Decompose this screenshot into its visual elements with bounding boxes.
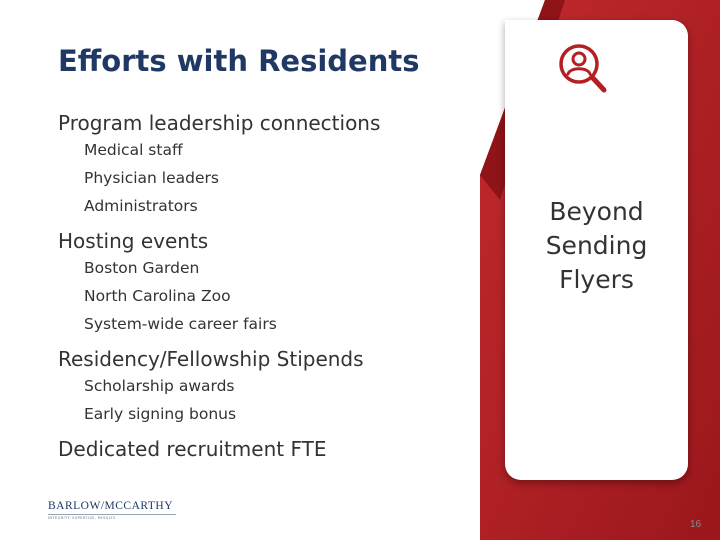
callout-line-2: Sending [545, 231, 648, 260]
sub-bullet-scholarship: Scholarship awards [84, 377, 235, 395]
logo-divider [48, 514, 176, 515]
sub-bullet-boston-garden: Boston Garden [84, 259, 200, 277]
company-logo [48, 500, 176, 520]
sub-bullet-administrators: Administrators [84, 197, 198, 215]
sub-bullet-medical-staff: Medical staff [84, 141, 183, 159]
callout-card [505, 20, 688, 480]
callout-line-3: Flyers [559, 265, 634, 294]
bullet-hosting-events: Hosting events [58, 229, 209, 253]
callout-text [505, 195, 688, 297]
bullet-content [58, 110, 498, 462]
callout-line-1: Beyond [549, 197, 644, 226]
logo-tagline: INTEGRITY. EXPERTISE. RESULTS [48, 516, 116, 520]
bullet-stipends: Residency/Fellowship Stipends [58, 347, 364, 371]
sub-bullet-physician-leaders: Physician leaders [84, 169, 219, 187]
page-number: 16 [690, 519, 702, 530]
sub-bullet-nc-zoo: North Carolina Zoo [84, 287, 231, 305]
bullet-program-leadership: Program leadership connections [58, 111, 381, 135]
sub-bullet-signing-bonus: Early signing bonus [84, 405, 237, 423]
sub-bullet-career-fairs: System-wide career fairs [84, 315, 277, 333]
slide-title: Efforts with Residents [58, 44, 420, 78]
logo-wordmark: BARLOW/MCCARTHY [48, 500, 174, 512]
bullet-recruitment-fte: Dedicated recruitment FTE [58, 437, 327, 461]
person-search-icon [555, 40, 611, 100]
